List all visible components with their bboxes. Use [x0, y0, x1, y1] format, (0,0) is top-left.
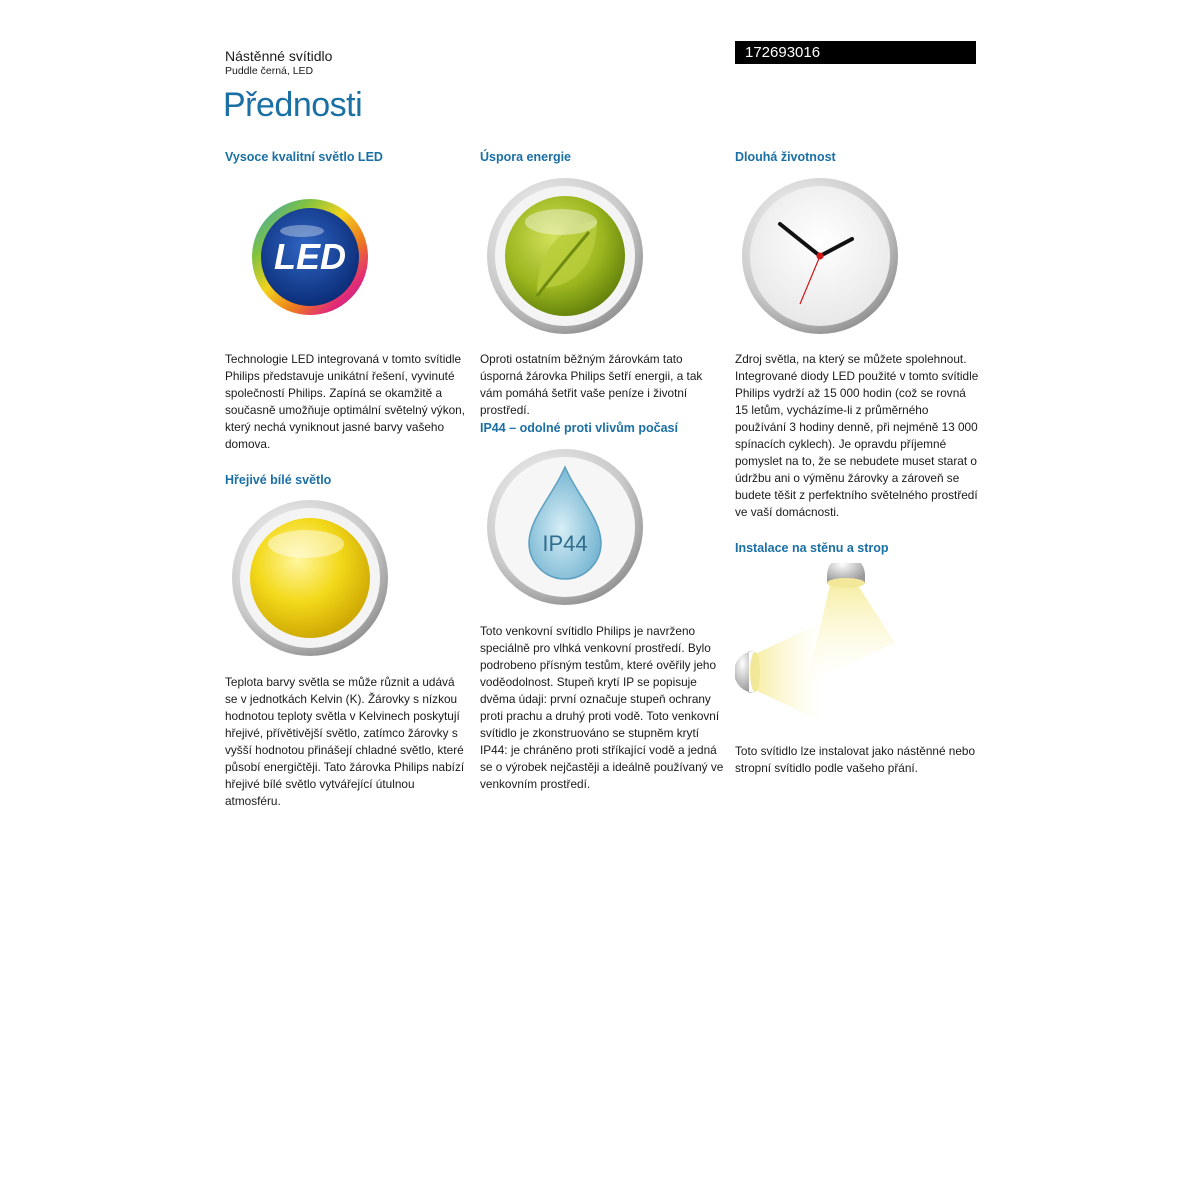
feature-ip44: [480, 421, 725, 791]
feature-heading: Úspora energie: [480, 150, 572, 164]
wall-ceiling-light-icon: [735, 563, 905, 728]
feature-text: Technologie LED integrovaná v tomto svítidle Philips představuje unikátní řešení, vyvinuté společností Philips. Zapíná se okamžitě a současně umožňuje optimální světelný výkon, který nechá vyniknout jasné barvy vašeho domova.: [225, 352, 465, 451]
feature-led: [225, 150, 470, 451]
feature-text: Toto svítidlo lze instalovat jako nástěnné nebo stropní svítidlo podle vašeho přání.: [735, 744, 976, 775]
feature-heading: Hřejivé bílé světlo: [225, 473, 332, 487]
feature-text: Teplota barvy světla se může různit a udává se v jednotkách Kelvin (K). Žárovky s nízkou hodnotou teploty světla v Kelvinech poskytují hřejivé, přívětivější světlo, zatímco žárovky s vyšší hodnotou přinášejí chladné světlo, které působí energičtěji. Tato žárovka Philips nabízí hřejivé bílé světlo vytvářející útulnou atmosféru.: [225, 675, 465, 808]
led-icon: [250, 197, 370, 322]
page-title: Přednosti: [223, 86, 363, 124]
product-code: 172693016: [745, 44, 821, 61]
feature-heading: Vysoce kvalitní světlo LED: [225, 150, 383, 164]
feature-energy-saving: [480, 150, 725, 417]
clock-icon: [740, 176, 900, 341]
feature-heading: IP44 – odolné proti vlivům počasí: [480, 421, 678, 435]
water-drop-icon: [485, 447, 645, 612]
feature-text: Toto venkovní svítidlo Philips je navrženo speciálně pro vlhká venkovní prostředí. Bylo podrobeno přísným testům, které ověřily jeho voděodolnost. Stupeň krytí IP se popisuje dvěma údaji: první označuje stupeň ochrany proti prachu a druhý proti vodě. Toto venkovní svítidlo je zkonstruováno se stupněm krytí IP44: je chráněno proti stříkající vodě a jedná se o výrobek nejčastěji a ideálně používaný ve venkovním prostředí.: [480, 624, 724, 791]
product-code-box: [735, 41, 976, 64]
feature-heading: Instalace na stěnu a strop: [735, 541, 889, 555]
product-type: Nástěnné svítidlo: [225, 48, 333, 64]
feature-heading: Dlouhá životnost: [735, 150, 836, 164]
feature-long-life: [735, 150, 980, 519]
feature-text: Oproti ostatním běžným žárovkám tato úsporná žárovka Philips šetří energii, a tak vám pomáhá šetřit vaše peníze i životní prostředí.: [480, 352, 703, 417]
led-icon-label: LED: [274, 236, 346, 277]
leaf-icon: [485, 176, 645, 341]
product-subtitle: Puddle černá, LED: [225, 65, 314, 77]
feature-text: Zdroj světla, na který se můžete spolehnout. Integrované diody LED použité v tomto svítidle Philips vydrží až 15 000 hodin (což se rovná 15 letům, vycházíme-li z průměrného používání 3 hodiny denně, při nejméně 13 000 spínacích cyklech). Je opravdu příjemné pomyslet na to, že se nebudete muset starat o údržbu ani o výměnu žárovky a zároveň se budete těšit z perfektního světelného prostředí ve vaší domácnosti.: [735, 352, 979, 519]
ip44-label: IP44: [542, 531, 588, 556]
warm-light-icon: [230, 498, 390, 663]
feature-installation: [735, 541, 980, 775]
feature-warm-light: [225, 473, 470, 808]
